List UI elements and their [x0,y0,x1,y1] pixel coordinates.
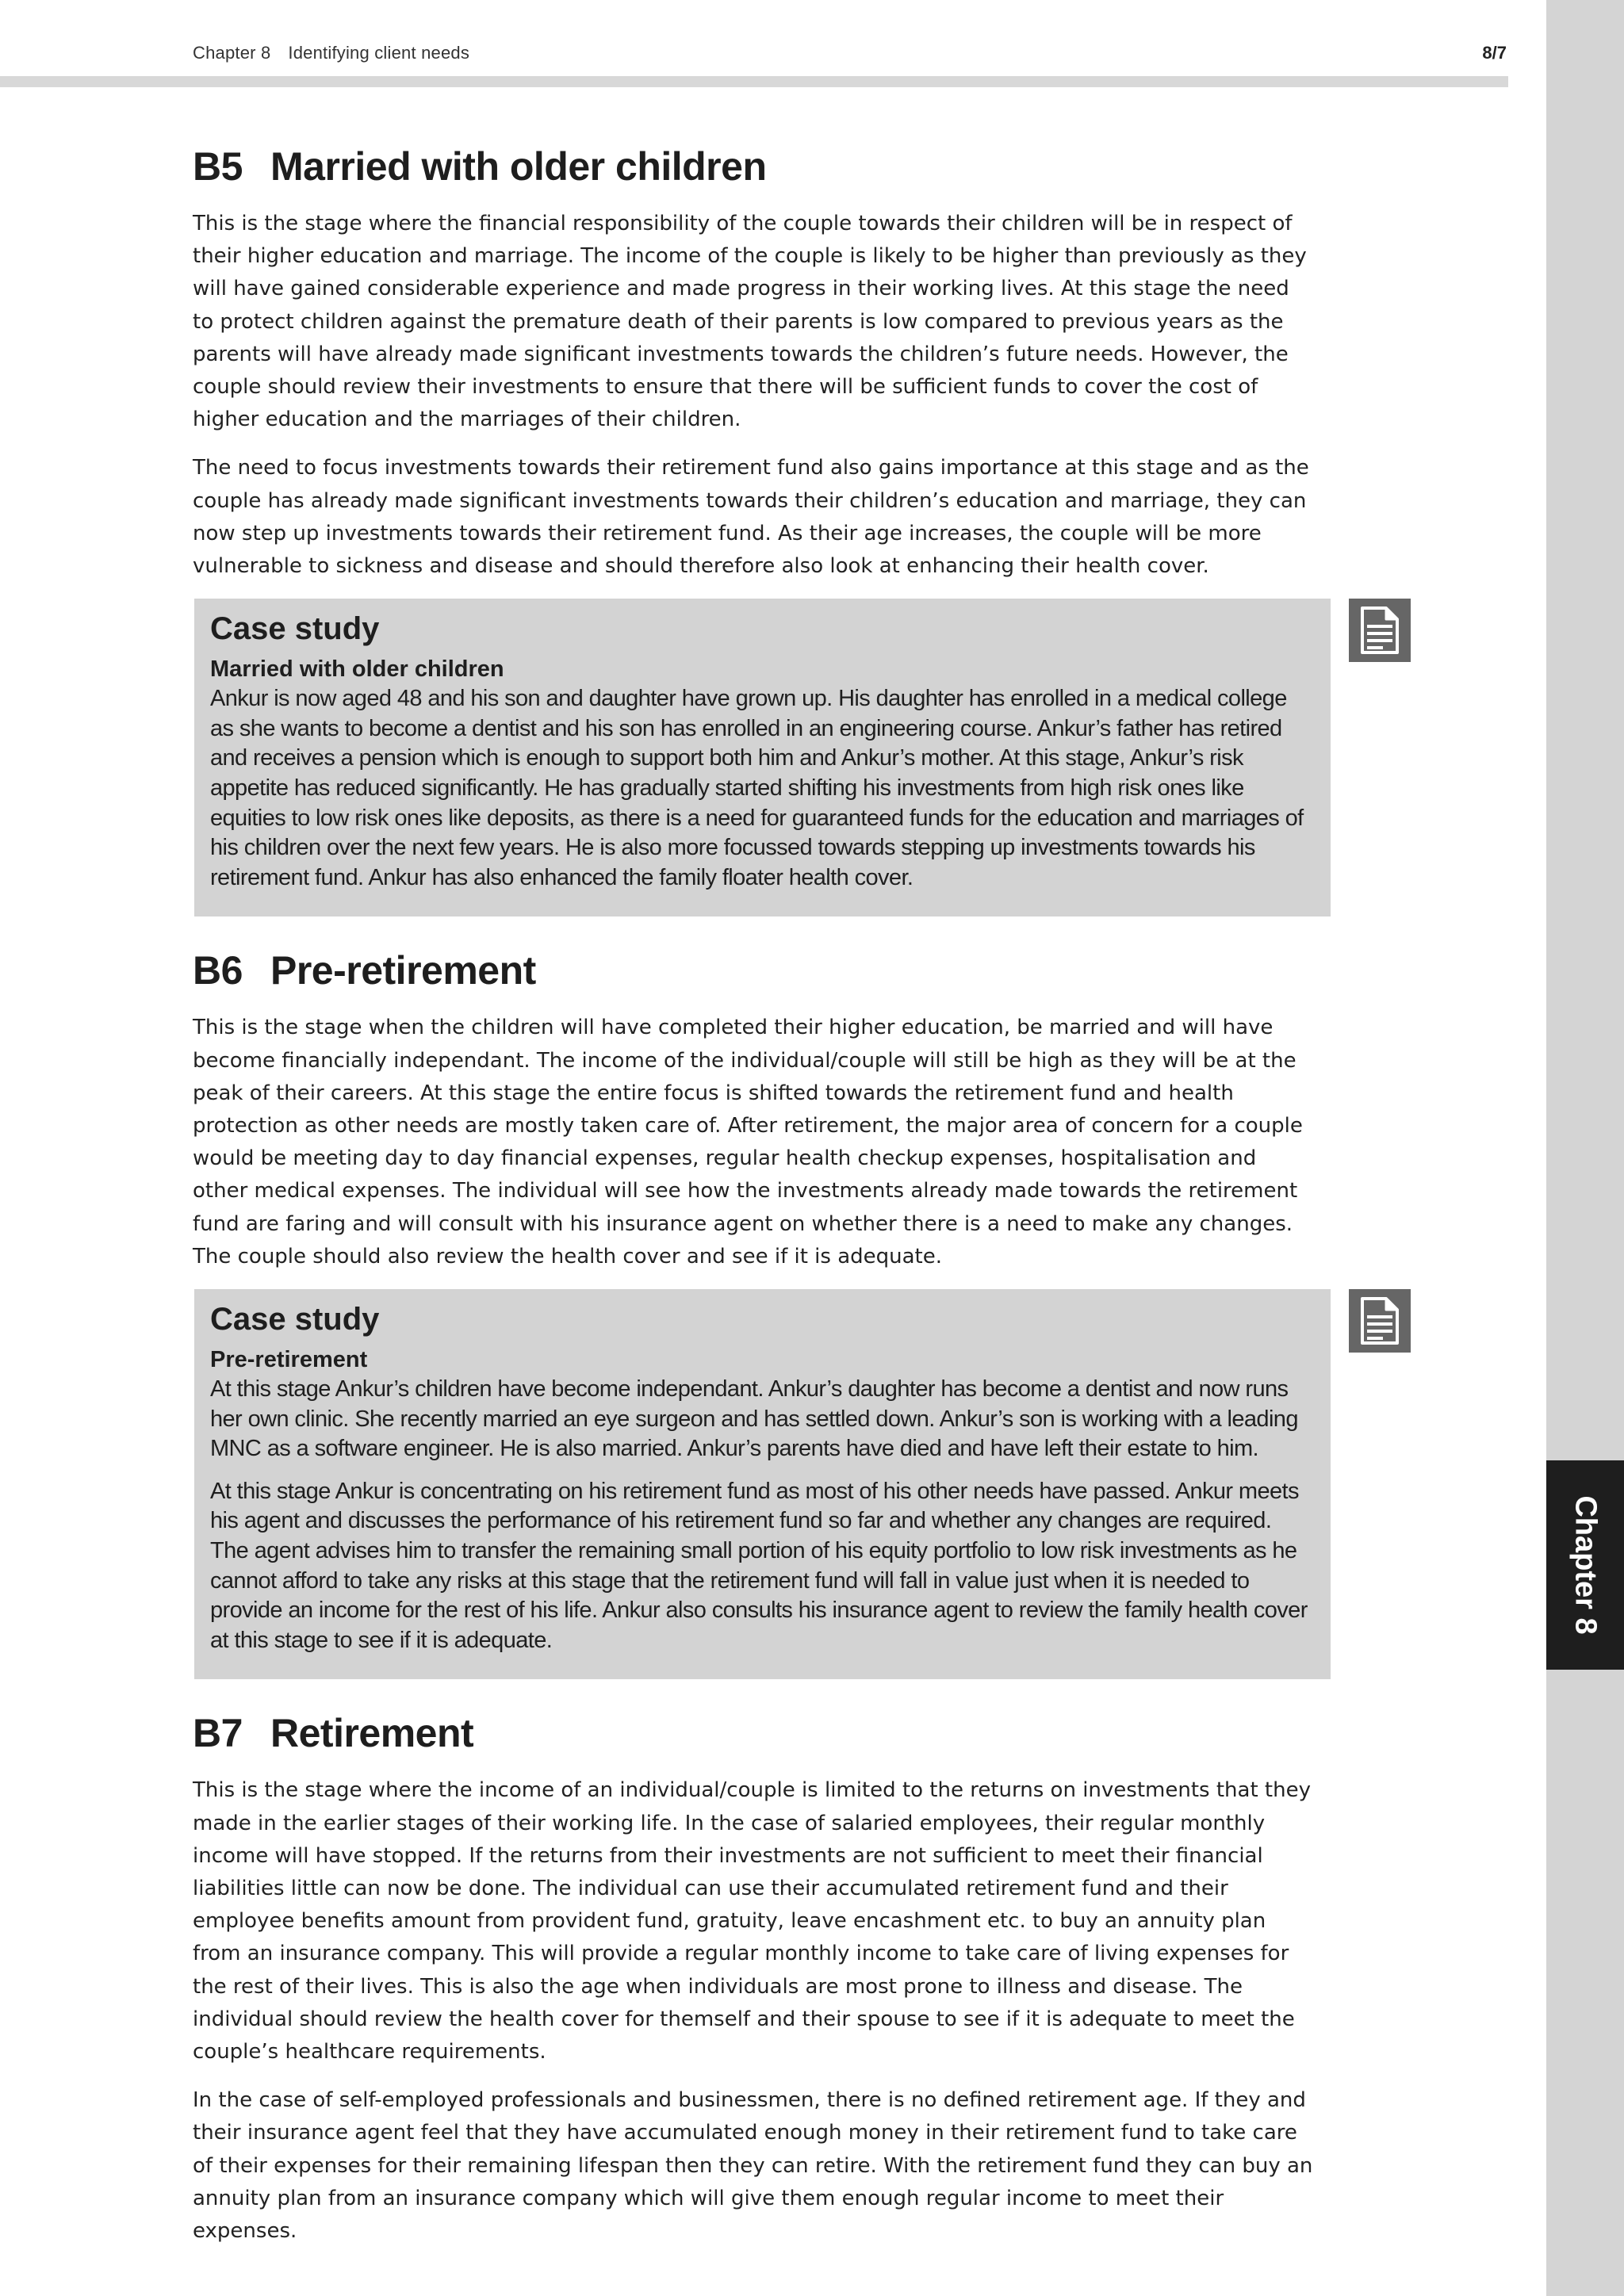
body-paragraph: This is the stage where the income of an individual/couple is limited to the returns on investments that they made in the earlier stages of their working life. In the case of salaried employees, their regular monthly income will have stopped. If the returns from their investments are not sufficient to meet their financial liabilities little can now be done. The individual can use their accumulated retirement fund and their employee benefits amount from provident fund, gratuity, leave encashment etc. to buy an annuity plan from an insurance company. This will provide a regular monthly income to take care of living expenses for the rest of their lives. This is also the age when individuals are most prone to illness and disease. The individual should review the health cover for themself and their spouse to see if it is adequate to meet the couple’s healthcare requirements. [193,1778,1311,2064]
page-header [0,0,1508,87]
chapter-tab [1546,1460,1624,1670]
body-paragraph: This is the stage where the financial responsibility of the couple towards their children will be in respect of their higher education and marriage. The income of the couple is likely to be higher than previously as they will have gained considerable experience and made progress in their working lives. At this stage the need to protect children against the premature death of their parents is low compared to previous years as the parents will have already made significant investments towards the children’s future needs. However, the couple should review their investments to ensure that there will be sufficient funds to cover the cost of higher education and the marriages of their children. [193,212,1307,432]
running-head-chapter: Chapter 8 [193,43,271,63]
case-study-paragraph: At this stage Ankur’s children have become independant. Ankur’s daughter has become a dentist and now runs her own clinic. She recently married an eye surgeon and has settled down. Ankur’s son is working with a leading MNC as a software engineer. He is also married. Ankur’s parents have died and have left their estate to him. [210,1376,1298,1462]
page-number: 8/7 [1482,43,1507,63]
header-rule [0,76,1508,87]
document-icon [1349,599,1411,662]
body-paragraph: The need to focus investments towards their retirement fund also gains importance at this stage and as the couple has already made significant investments towards their children’s education and marriage, they can now step up investments towards their retirement fund. As their age increases, the couple will be more vulnerable to sickness and disease and should therefore also look at enhancing their health cover. [193,456,1309,579]
section-title: Retirement [270,1711,474,1756]
section-title: Pre-retirement [270,948,536,993]
body-paragraph: This is the stage when the children will have completed their higher education, be married and will have become financially independant. The income of the individual/couple will still be high as they will be at the peak of their careers. At this stage the entire focus is shifted towards the retirement fund and health protection as other needs are mostly taken care of. After retirement, the major area of concern for a couple would be meeting day to day financial expenses, regular health checkup expenses, hospitalisation and other medical expenses. The individual will see how the investments already made towards the retirement fund are faring and will consult with his insurance agent on whether there is a need to make any changes. The couple should also review the health cover and see if it is adequate. [193,1016,1303,1269]
page-content [193,143,1315,2263]
running-head-title: Identifying client needs [288,43,470,63]
side-margin-strip [1546,0,1624,2296]
case-study-paragraph: At this stage Ankur is concentrating on his retirement fund as most of his other needs have passed. Ankur meets his agent and discusses the performance of his retirement fund so far and whether any changes are required. The agent advises him to transfer the remaining small portion of his equity portfolio to low risk investments as he cannot afford to take any risks at this stage that the retirement fund will fall in value just when it is needed to provide an income for the rest of his life. Ankur also consults his insurance agent to review the family health cover at this stage to see if it is adequate. [210,1478,1308,1653]
case-study-subheading: Pre-retirement [210,1347,368,1373]
section-heading-b6 [193,947,1315,994]
section-title: Married with older children [270,144,767,189]
section-heading-b5 [193,143,1315,190]
chapter-tab-label: Chapter 8 [1568,1495,1603,1635]
case-study-box [194,1289,1331,1679]
case-study-paragraph: Ankur is now aged 48 and his son and daughter have grown up. His daughter has enrolled in a medical college as she wants to become a dentist and his son has enrolled in an engineering course. Ankur’s father has retired and receives a pension which is enough to support both him and Ankur’s mother. At this stage, Ankur’s risk appetite has reduced significantly. He has gradually started shifting his investments from high risk ones like equities to low risk ones like deposits, as there is a need for guaranteed funds for the education and marriages of his children over the next few years. He is also more focussed towards stepping up investments towards his retirement fund. Ankur has also enhanced the family floater health cover. [210,686,1304,890]
document-icon [1349,1289,1411,1353]
section-heading-b7 [193,1709,1315,1757]
case-study-heading: Case study [210,1302,380,1337]
case-study-heading: Case study [210,611,380,647]
running-head [193,43,469,63]
body-paragraph: In the case of self-employed professionals and businessmen, there is no defined retirement age. If they and their insurance agent feel that they have accumulated enough money in their retirement fund to take care of their expenses for their remaining lifespan then they can retire. With the retirement fund they can buy an annuity plan from an insurance company which will give them enough regular income to meet their expenses. [193,2088,1313,2243]
section-number: B5 [193,144,243,189]
case-study-box [194,599,1331,916]
section-number: B7 [193,1711,243,1756]
section-number: B6 [193,948,243,993]
case-study-subheading: Married with older children [210,656,504,683]
